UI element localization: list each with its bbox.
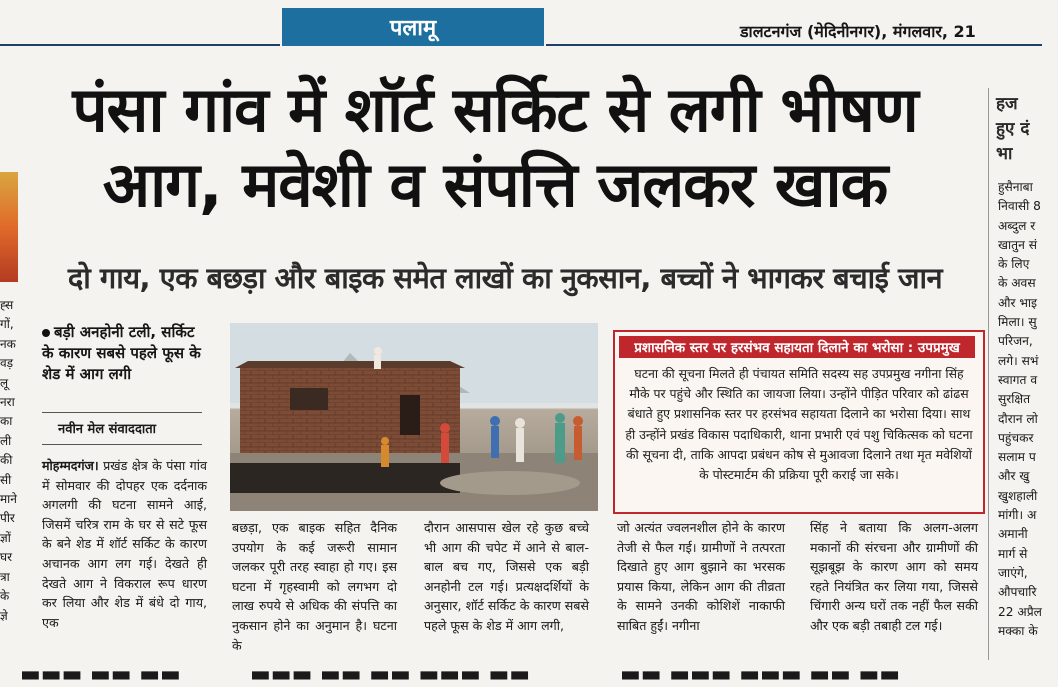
right-story-headline-line: भा (996, 144, 1013, 164)
right-story-line: मक्का के (998, 623, 1038, 638)
left-column-fragment: की (0, 453, 13, 468)
story-column-4: जो अत्यंत ज्वलनशील होने के कारण तेजी से फैल गई। ग्रामीणों ने तत्परता दिखाते हुए आग बुझाने का भरसक प्रयास किया, लेकिन आग की तीव्रता के सामने उनकी कोशिशें नाकाफी साबित हुईं। नगीना (617, 520, 785, 633)
left-column-fragment: त्रा (0, 569, 10, 584)
right-story-line: अमानी (998, 527, 1028, 542)
left-column-fragment: ह्स (0, 298, 14, 312)
right-story-headline-line: हुए दं (996, 119, 1030, 139)
story-column-3: दौरान आसपास खेल रहे कुछ बच्चे भी आग की चपेट में आने से बाल-बाल बच गए, जिससे एक बड़ी अनहोनी टल गई। प्रत्यक्षदर्शियों के अनुसार, शॉर्ट सर्किट के कारण सबसे पहले फूस के शेड में आग लगी, (424, 520, 589, 633)
right-story-line: के अवस (998, 276, 1036, 291)
headline: पंसा गांव में शॉर्ट सर्किट से लगी भीषण आग, मवेशी व संपत्ति जलकर खाक (72, 73, 918, 221)
right-story-line: मिला। सु (998, 315, 1037, 330)
right-story-line: जाएंगे, (998, 565, 1028, 580)
right-story-line: खातुन सं (998, 237, 1037, 252)
header-rule-right (546, 44, 1042, 46)
quote-box-body: घटना की सूचना मिलते ही पंचायत समिति सदस्य सह उपप्रमुख नगीना सिंह मौके पर पहुंचे और स्थिति का जायजा लिया। उन्होंने पीड़ित परिवार को ढांढस बंधाते हुए प्रशासनिक स्तर पर हरसंभव सहायता दिलाने का भरोसा दिया। साथ ही उन्होंने प्रखंड विकास पदाधिकारी, थाना प्रभारी एवं पशु चिकित्सक को घटना की सूचना दी, ताकि आपदा प्रबंधन कोष से मुआवजा दिलाने तथा मृत मवेशियों के पोस्टमार्टम की प्रक्रिया पूरी कराई जा सके। (625, 366, 973, 483)
bottom-fragment-3: ▬▬ ▬▬▬ ▬▬▬ ▬▬ ▬▬ (620, 662, 901, 687)
right-story-line: सुरक्षित (998, 392, 1031, 407)
bottom-fragment-1: ▬▬▬ ▬▬ ▬▬ (20, 662, 181, 687)
bottom-cropped-headlines (0, 662, 1042, 687)
right-story-line: 22 अप्रैल (998, 604, 1042, 619)
right-story-line: मांगी। अ (998, 508, 1037, 523)
right-story-line: के लिए (998, 257, 1030, 272)
right-story-line: निवासी 8 (998, 199, 1041, 214)
highlight-text: बड़ी अनहोनी टली, सर्किट के कारण सबसे पहले फूस के शेड में आग लगी (42, 323, 201, 383)
story-column-2: बछड़ा, एक बाइक सहित दैनिक उपयोग के कई जरूरी सामान जलकर पूरी तरह स्वाहा हो गए। इस घटना में गृहस्वामी को लगभग दो लाख रुपये से अधिक की संपत्ति का नुकसान होने का अनुमान है। घटना के (232, 520, 397, 653)
left-column-fragment: ली (0, 433, 12, 448)
left-column-fragment: माने (0, 492, 17, 507)
byline: नवीन मेल संवाददाता (58, 422, 156, 437)
left-column-fragment: घर (0, 550, 13, 565)
dateline: डालटनगंज (मेदिनीनगर), मंगलवार, 21 (740, 22, 976, 41)
right-story-headline (996, 92, 1056, 167)
byline-rule-bottom (42, 444, 202, 445)
left-column-fragment: नक (0, 336, 16, 351)
left-column-fragment: ज्ञों (0, 530, 11, 545)
left-column-fragment: लू (0, 375, 9, 390)
burnt-house-illustration (230, 323, 598, 511)
left-column-fragment: गों, (0, 317, 14, 332)
right-story-line: लगे। सभं (998, 353, 1039, 368)
fire-scene-photo (230, 323, 598, 511)
header-rule-left (0, 44, 280, 46)
right-story-line: स्वागत व (998, 372, 1038, 387)
left-column-fragment: नरा (0, 395, 15, 410)
right-story-line: सलाम प (998, 450, 1036, 465)
subheadline: दो गाय, एक बछड़ा और बाइक समेत लाखों का नुकसान, बच्चों ने भागकर बचाई जान (67, 261, 943, 295)
story-column-1 (42, 456, 207, 632)
right-story-line: मार्ग से (998, 546, 1028, 561)
story-column-1-text: प्रखंड क्षेत्र के पंसा गांव में सोमवार की दोपहर एक दर्दनाक अगलगी की घटना सामने आई, जिसमें चरित्र राम के घर से सटे फूस के बने शेड में शॉर्ट सर्किट के कारण अचानक आग लग गई। देखते ही देखते आग ने विकराल रूप धारण कर लिया और शेड में बंधे दो गाय, एक (42, 458, 207, 630)
right-story-line: परिजन, (998, 334, 1033, 349)
byline-rule (42, 412, 202, 413)
bullet-dot-icon (42, 329, 50, 337)
right-story-line: औपचारि (998, 585, 1037, 600)
right-column-divider (988, 88, 989, 660)
section-label: पलामू (282, 8, 544, 46)
highlight-bullet (42, 322, 207, 385)
right-story-line: पहुंचकर (998, 430, 1034, 445)
quote-box (613, 330, 985, 514)
left-column-fragment: पीर (0, 511, 15, 526)
right-story-line: दौरान लो (998, 411, 1038, 426)
right-story-headline-line: हज (996, 94, 1018, 114)
right-story-column (998, 178, 1058, 641)
left-column-fragment: के (0, 589, 10, 604)
left-column-fragment: ज्ञे (0, 608, 8, 623)
left-column-fragment: सी (0, 472, 12, 487)
left-column-fragment: वड़ (0, 356, 14, 371)
left-column-fragment: का (0, 414, 13, 429)
bottom-fragment-2: ▬▬▬ ▬▬ ▬▬ ▬▬▬ ▬▬ (250, 662, 531, 687)
quote-box-title: प्रशासनिक स्तर पर हरसंभव सहायता दिलाने का भरोसा : उपप्रमुख (619, 336, 975, 358)
right-story-line: अब्दुल र (998, 218, 1036, 233)
story-place: मोहम्मदगंज। (42, 458, 99, 473)
right-story-line: और खु (998, 469, 1030, 484)
right-story-line: और भाइ (998, 295, 1038, 310)
left-cropped-column (0, 296, 17, 626)
right-story-line: हुसैनाबा (998, 180, 1033, 194)
right-story-line: खुशहाली (998, 488, 1038, 503)
story-column-5: सिंह ने बताया कि अलग-अलग मकानों की संरचना और ग्रामीणों की सूझबूझ के कारण आग को समय रहते नियंत्रित कर लिया गया, जिससे चिंगारी अन्य घरों तक नहीं फैल सकी और एक बड़ी तबाही टल गई। (810, 520, 978, 633)
